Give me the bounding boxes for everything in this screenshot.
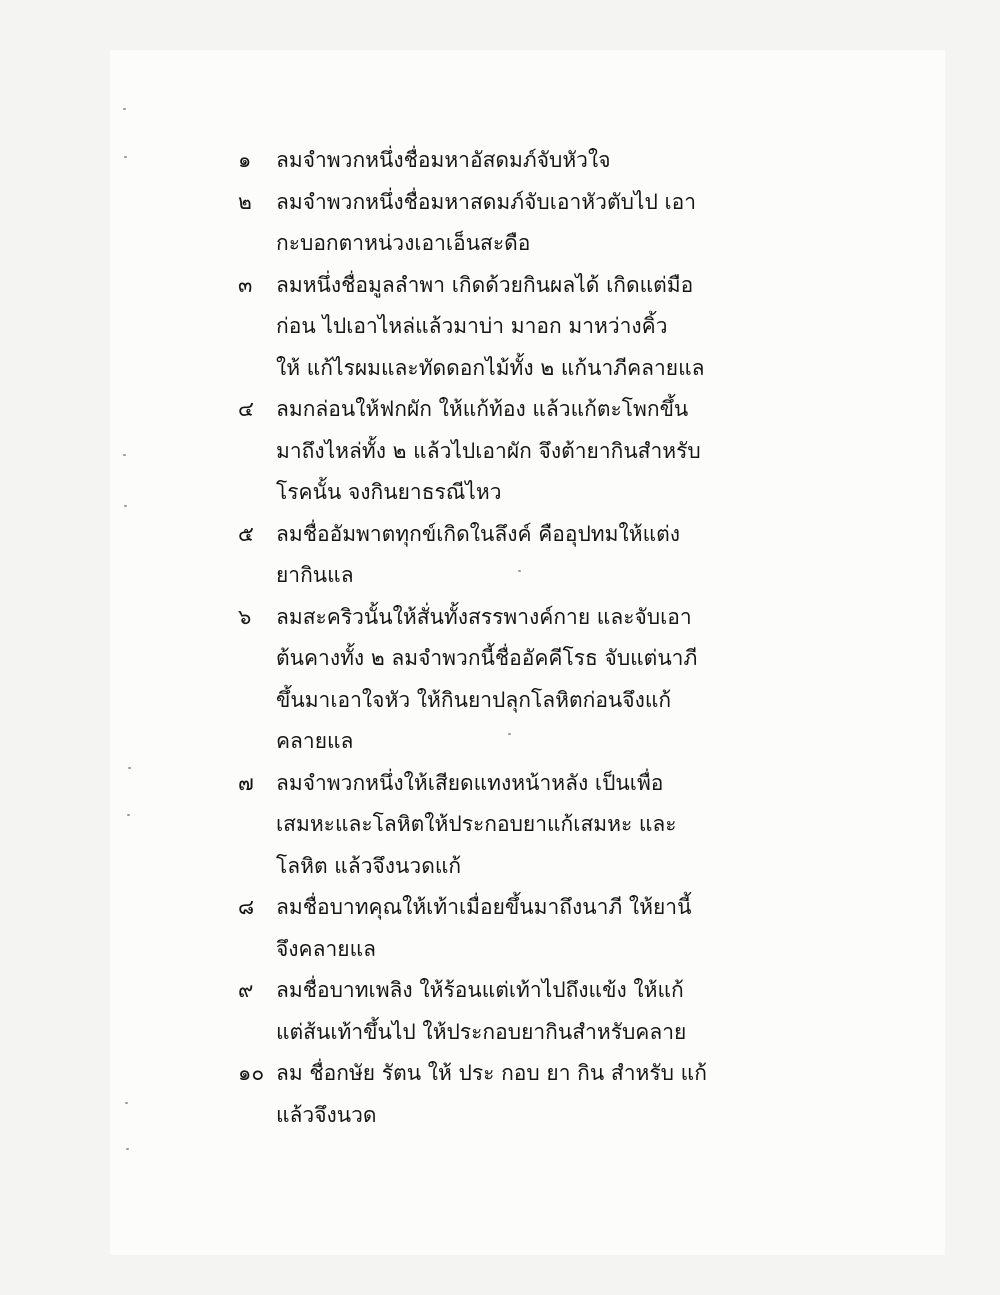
entry-text — [276, 597, 738, 763]
entry-number: ๕ — [238, 521, 254, 546]
entry-line: แต่ส้นเท้าขึ้นไป ให้ประกอบยากินสำหรับคลาย — [276, 1019, 687, 1044]
entry-text — [276, 140, 738, 182]
entry-line: แล้วจึงนวด — [276, 1102, 377, 1127]
entry-line: ลมจำพวกหนึ่งให้เสียดแทงหน้าหลัง เป็นเพื่อ — [276, 770, 664, 795]
numbered-entry — [238, 970, 738, 1053]
entry-line: ลมกล่อนให้ฟกผัก ให้แก้ท้อง แล้วแก้ตะโพกขึ้น — [276, 397, 689, 421]
entry-number: ๓ — [238, 272, 253, 297]
scan-speck — [125, 1102, 128, 1104]
entry-number: ๔ — [238, 397, 254, 421]
entry-text — [276, 514, 738, 597]
scan-speck — [124, 505, 127, 507]
entry-number: ๒ — [238, 189, 252, 214]
entry-line: ต้นคางทั้ง ๒ ลมจำพวกนี้ชื่ออัคคีโรธ จับแต่นาภี — [276, 646, 698, 670]
numbered-entry — [238, 514, 738, 597]
entry-line: จึงคลายแล — [276, 936, 376, 961]
entry-line: กะบอกตาหน่วงเอาเอ็นสะดือ — [276, 231, 531, 255]
scan-speck — [126, 1148, 129, 1150]
entry-line: ลมชื่ออัมพาตทุกข์เกิดในลึงค์ คืออุปทมให้แต่ง — [276, 521, 681, 546]
entry-number: ๗ — [238, 770, 254, 795]
entry-number: ๑ — [238, 148, 252, 172]
entry-text — [276, 763, 738, 888]
entry-line: มาถึงไหล่ทั้ง ๒ แล้วไปเอาผัก จึงต้ายากินสำหรับ — [276, 438, 701, 463]
entry-line: ลมจำพวกหนึ่งชื่อมหาสดมภ์จับเอาหัวตับไป เอา — [276, 189, 697, 214]
entry-number: ๑๐ — [238, 1061, 265, 1085]
entry-line: เสมหะและโลหิตให้ประกอบยาแก้เสมหะ และ — [276, 812, 677, 836]
entry-line: โรคนั้น จงกินยาธรณีไหว — [276, 480, 502, 504]
numbered-entry — [238, 887, 738, 970]
scan-speck — [123, 108, 126, 110]
entry-line: คลายแล — [276, 729, 354, 753]
entry-line: โลหิต แล้วจึงนวดแก้ — [276, 853, 462, 878]
entry-line: ลมหนึ่งชื่อมูลลำพา เกิดด้วยกินผลได้ เกิดแต่มือ — [276, 272, 694, 297]
numbered-entry — [238, 597, 738, 763]
document-body — [238, 140, 738, 1136]
numbered-entry — [238, 1053, 738, 1136]
entry-text — [276, 887, 738, 970]
numbered-entry — [238, 265, 738, 390]
entry-text — [276, 182, 738, 265]
entry-text — [276, 265, 738, 390]
entry-number: ๘ — [238, 895, 255, 919]
entry-text — [276, 970, 738, 1053]
entry-line: ลม ชื่อกษัย รัตน ให้ ประ กอบ ยา กิน สำหรับ แก้ — [276, 1061, 707, 1085]
entry-number: ๖ — [238, 604, 252, 629]
numbered-entry — [238, 389, 738, 514]
entry-line: ลมชื่อบาทคุณให้เท้าเมื่อยขึ้นมาถึงนาภี ให้ยานี้ — [276, 895, 692, 919]
scan-speck — [123, 454, 126, 456]
entry-number: ๙ — [238, 978, 254, 1002]
entry-line: ลมจำพวกหนึ่งชื่อมหาอัสดมภ์จับหัวใจ — [276, 148, 611, 172]
entry-line: ขึ้นมาเอาใจหัว ให้กินยาปลุกโลหิตก่อนจึงแก้ — [276, 687, 672, 712]
numbered-entry — [238, 763, 738, 888]
numbered-entry — [238, 182, 738, 265]
entry-line: ยากินแล — [276, 563, 354, 587]
entry-line: ลมสะคริวนั้นให้สั่นทั้งสรรพางค์กาย และจับเอา — [276, 604, 692, 629]
entry-line: ให้ แก้ไรผมและทัดดอกไม้ทั้ง ๒ แก้นาภีคลายแล — [276, 355, 705, 380]
scan-speck — [127, 814, 130, 816]
scan-speck — [128, 767, 131, 769]
numbered-entry — [238, 140, 738, 182]
entry-line: ก่อน ไปเอาไหล่แล้วมาบ่า มาอก มาหว่างคิ้ว — [276, 314, 668, 338]
entry-text — [276, 1053, 738, 1136]
scan-speck — [124, 156, 127, 158]
entry-text — [276, 389, 738, 514]
entry-line: ลมชื่อบาทเพลิง ให้ร้อนแต่เท้าไปถึงแข้ง ให้แก้ — [276, 978, 684, 1002]
